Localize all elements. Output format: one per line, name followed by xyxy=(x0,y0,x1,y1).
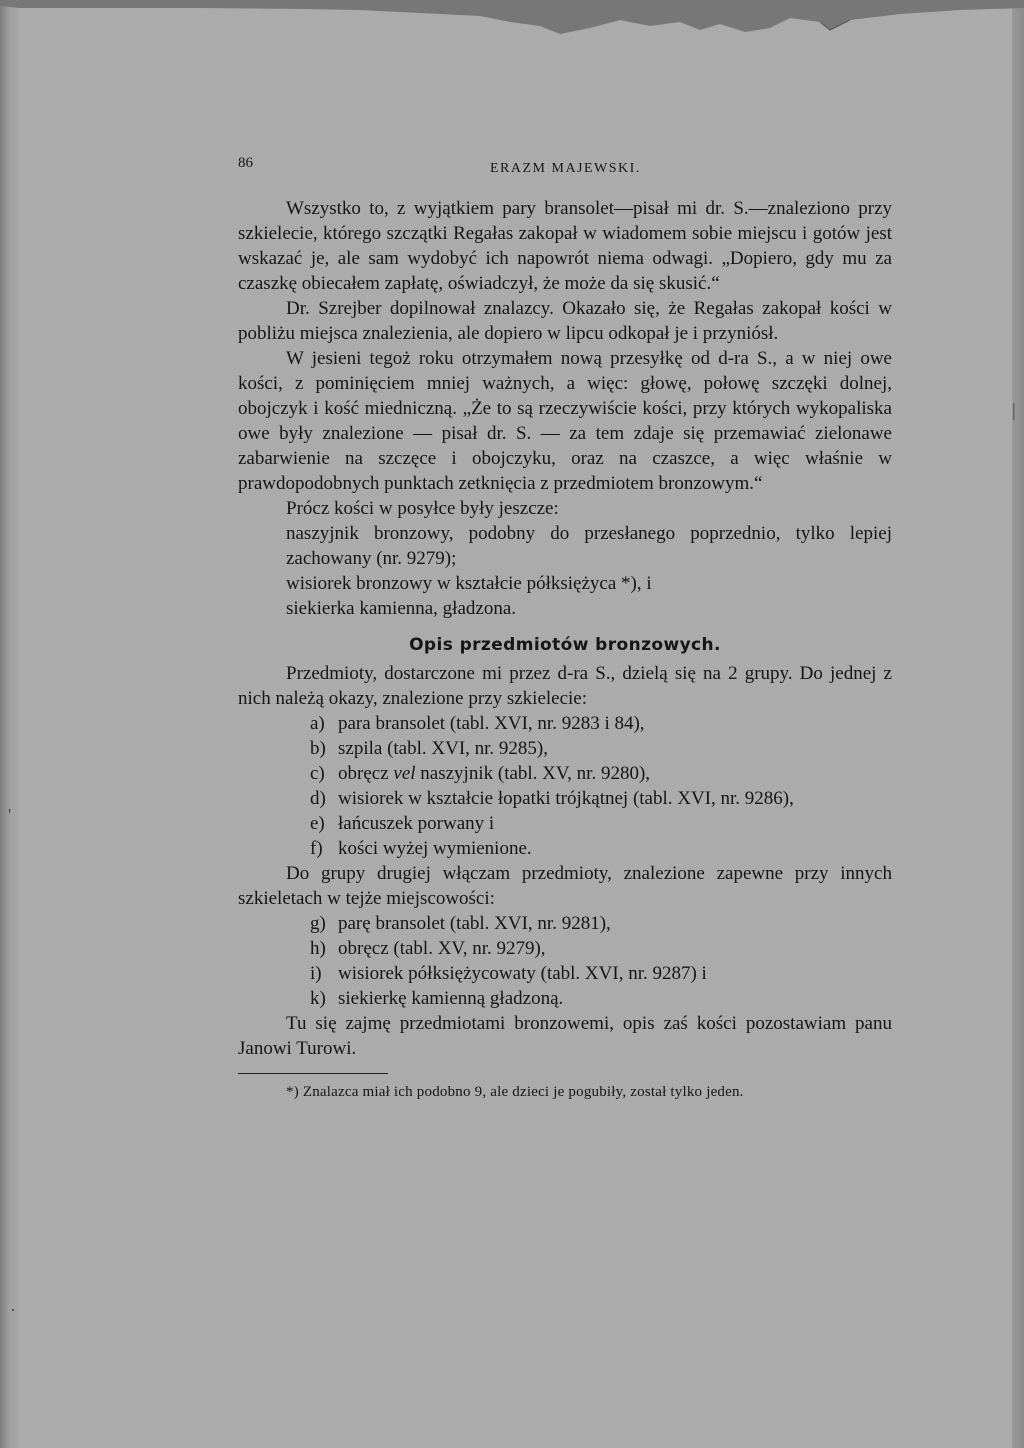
list-item-text: parę bransolet (tabl. XVI, nr. 9281), xyxy=(338,913,611,934)
list-item: naszyjnik bronzowy, podobny do przesłanego poprzednio, tylko lepiej zachowany (nr. 9279); xyxy=(286,523,892,569)
torn-top-edge xyxy=(0,0,1024,60)
list-item xyxy=(310,986,892,1011)
list-item-text: wisiorek w kształcie łopatki trójkątnej (tabl. XVI, nr. 9286), xyxy=(338,788,794,809)
list-item-text: siekierkę kamienną gładzoną. xyxy=(338,988,564,1009)
list-item-text: wisiorek półksiężycowaty (tabl. XVI, nr. 9287) i xyxy=(338,963,707,984)
list-item xyxy=(310,736,892,761)
list-item-label: c) xyxy=(310,763,325,784)
margin-mark: | xyxy=(1012,400,1016,420)
paragraph: Do grupy drugiej włączam przedmioty, znalezione zapewne przy innych szkieletach w tejże miejscowości: xyxy=(238,863,892,909)
list-item xyxy=(310,911,892,936)
list-item-label: a) xyxy=(310,713,325,734)
list-item-text: obręcz xyxy=(338,763,394,784)
paragraph: Prócz kości w posyłce były jeszcze: xyxy=(286,498,559,519)
paragraph: Przedmioty, dostarczone mi przez d-ra S., dzielą się na 2 grupy. Do jednej z nich należą okazy, znalezione przy szkielecie: xyxy=(238,663,892,709)
list-item xyxy=(310,711,892,736)
list-item-label: d) xyxy=(310,788,326,809)
margin-mark: · xyxy=(10,1300,16,1320)
body-text xyxy=(238,196,892,1102)
list-item: siekierka kamienna, gładzona. xyxy=(286,598,517,619)
list-item-label: k) xyxy=(310,988,326,1009)
list-item-label: e) xyxy=(310,813,325,834)
list-item-label: f) xyxy=(310,838,323,859)
list-item xyxy=(310,761,892,786)
footnote-divider xyxy=(238,1073,388,1074)
list-item-label: b) xyxy=(310,738,326,759)
paragraph: Wszystko to, z wyjątkiem pary bransolet—pisał mi dr. S.—znaleziono przy szkielecie, którego szczątki Regałas zakopał w wiadomem sobie miejscu i gotów jest wskazać je, ale sam wydobyć ich napowrót niema odwagi. „Dopiero, gdy mu za czaszkę obiecałem zapłatę, oświadczył, że może da się skusić.“ xyxy=(238,198,892,294)
list-item-text: naszyjnik (tabl. XV, nr. 9280), xyxy=(415,763,651,784)
section-heading: Opis przedmiotów bronzowych. xyxy=(409,635,721,655)
list-item-text: obręcz (tabl. XV, nr. 9279), xyxy=(338,938,546,959)
list-item-text: para bransolet (tabl. XVI, nr. 9283 i 84), xyxy=(338,713,645,734)
list-item-text: kości wyżej wymienione. xyxy=(338,838,532,859)
page-header xyxy=(238,155,898,185)
page-number: 86 xyxy=(238,155,253,171)
list-item xyxy=(310,961,892,986)
list-item xyxy=(310,786,892,811)
list-item-italic-text: vel xyxy=(393,763,416,784)
list-item-label: g) xyxy=(310,913,326,934)
footnote: *) Znalazca miał ich podobno 9, ale dzieci je pogubiły, został tylko jeden. xyxy=(286,1084,744,1100)
list-item xyxy=(310,836,892,861)
list-item-label: i) xyxy=(310,963,322,984)
list-item xyxy=(310,936,892,961)
list-item-text: łańcuszek porwany i xyxy=(338,813,495,834)
list-item xyxy=(310,811,892,836)
list-item-label: h) xyxy=(310,938,326,959)
list-item-text: szpila (tabl. XVI, nr. 9285), xyxy=(338,738,549,759)
paragraph: Dr. Szrejber dopilnował znalazcy. Okazało się, że Regałas zakopał kości w pobliżu miejsca znalezienia, ale dopiero w lipcu odkopał je i przyniósł. xyxy=(238,298,892,344)
margin-mark: ' xyxy=(8,805,12,825)
paragraph: W jesieni tegoż roku otrzymałem nową przesyłkę od d-ra S., a w niej owe kości, z pominięciem mniej ważnych, a więc: głowę, połowę szczęki dolnej, obojczyk i kość miedniczną. „Że to są rzeczywiście kości, przy których wykopaliska owe były znalezione — pisał dr. S. — za tem zdaje się przemawiać zielonawe zabarwienie na szczęce i obojczyku, oraz na czaszce, a więc właśnie w prawdopodobnych punktach zetknięcia z przedmiotem bronzowym.“ xyxy=(238,348,892,494)
list-item: wisiorek bronzowy w kształcie półksiężyca *), i xyxy=(286,573,652,594)
running-head: ERAZM MAJEWSKI. xyxy=(490,161,641,176)
paragraph: Tu się zajmę przedmiotami bronzowemi, opis zaś kości pozostawiam panu Janowi Turowi. xyxy=(238,1013,892,1059)
